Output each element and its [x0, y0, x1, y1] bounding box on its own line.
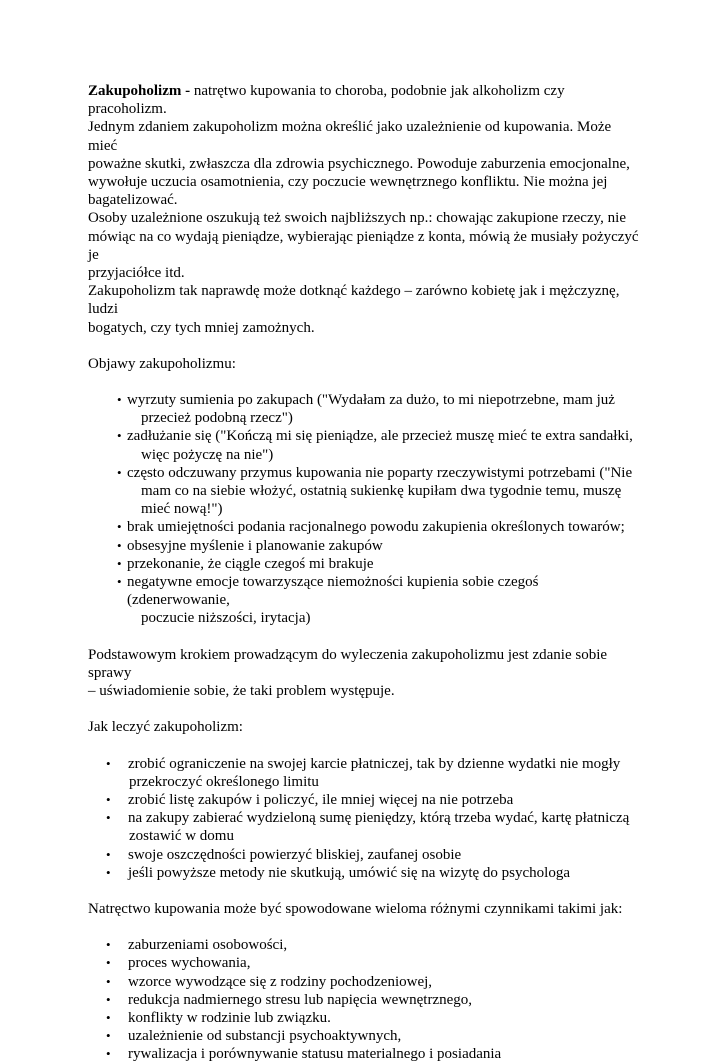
list-item: • jeśli powyższe metody nie skutkują, umówić się na wizytę do psychologa: [106, 864, 570, 881]
list-item: • wzorce wywodzące się z rodziny pochodzeniowej,: [106, 973, 433, 990]
intro-line: bagatelizować.: [88, 192, 178, 209]
bullet-icon: •: [106, 1046, 111, 1062]
list-item: • zrobić ograniczenie na swojej karcie płatniczej, tak by dzienne wydatki nie mogły przekroczyć określonego limitu: [106, 755, 621, 790]
symptoms-list: [88, 391, 644, 628]
first-step-line: Podstawowym krokiem prowadzącym do wyleczenia zakupoholizmu jest zdanie sobie sprawy: [88, 646, 608, 681]
bullet-icon: •: [106, 846, 111, 862]
intro-line: wywołuje uczucia osamotnienia, czy poczucie wewnętrznego konfliktu. Nie można jej: [88, 174, 608, 191]
list-item: • rywalizacja i porównywanie statusu materialnego i posiadania: [106, 1046, 502, 1063]
intro-text: natrętwo kupowania to choroba, podobnie jak alkoholizm czy pracoholizm.: [88, 83, 565, 118]
list-item: • uzależnienie od substancji psychoaktywnych,: [106, 1028, 402, 1045]
term-heading: Zakupoholizm -: [88, 83, 191, 99]
list-item: • konflikty w rodzinie lub związku.: [106, 1009, 331, 1026]
intro-line: bogatych, czy tych mniej zamożnych.: [88, 319, 315, 336]
bullet-icon: •: [106, 937, 111, 953]
intro-line: Osoby uzależnione oszukują też swoich najbliższych np.: chowając zakupione rzeczy, nie: [88, 210, 626, 227]
list-item: • zaburzeniami osobowości,: [106, 937, 288, 954]
list-item: • redukcja nadmiernego stresu lub napięcia wewnętrznego,: [106, 991, 473, 1008]
bullet-icon: •: [117, 519, 122, 535]
list-item: • obsesyjne myślenie i planowanie zakupów: [117, 537, 383, 554]
bullet-icon: •: [106, 955, 111, 971]
bullet-icon: •: [106, 1009, 111, 1025]
bullet-icon: •: [117, 555, 122, 571]
bullet-icon: •: [106, 791, 111, 807]
intro-line: Jednym zdaniem zakupoholizm można określić jako uzależnienie od kupowania. Może mieć: [88, 119, 612, 154]
list-item: • na zakupy zabierać wydzieloną sumę pieniędzy, którą trzeba wydać, kartę płatniczą zostawić w domu: [106, 810, 630, 845]
intro-paragraph: [88, 82, 644, 337]
bullet-icon: •: [117, 392, 122, 408]
treatment-list: [88, 755, 644, 882]
first-step-line: – uświadomienie sobie, że taki problem występuje.: [88, 683, 395, 700]
list-item: • proces wychowania,: [106, 955, 251, 972]
bullet-icon: •: [106, 755, 111, 771]
intro-line: Zakupoholizm tak naprawdę może dotknąć każdego – zarówno kobietę jak i mężczyznę, ludzi: [88, 283, 620, 318]
bullet-icon: •: [117, 537, 122, 553]
bullet-icon: •: [117, 464, 122, 480]
document-body: [88, 82, 644, 1064]
bullet-icon: •: [117, 428, 122, 444]
bullet-icon: •: [106, 991, 111, 1007]
intro-line: mówiąc na co wydają pieniądze, wybierając pieniądze z konta, mówią że musiały pożyczyć je: [88, 228, 639, 263]
list-item: • swoje oszczędności powierzyć bliskiej, zaufanej osobie: [106, 846, 462, 863]
list-item: • brak umiejętności podania racjonalnego powodu zakupienia określonych towarów;: [117, 519, 625, 536]
bullet-icon: •: [106, 973, 111, 989]
intro-line: poważne skutki, zwłaszcza dla zdrowia psychicznego. Powoduje zaburzenia emocjonalne,: [88, 155, 630, 172]
list-item: • zadłużanie się ("Kończą mi się pieniądze, ale przecież muszę mieć te extra sandałki, więc pożyczę na nie"): [117, 428, 633, 463]
bullet-icon: •: [106, 1028, 111, 1044]
treatment-heading: Jak leczyć zakupoholizm:: [88, 719, 243, 736]
intro-line: [88, 82, 644, 118]
bullet-icon: •: [106, 810, 111, 826]
list-item: • przekonanie, że ciągle czegoś mi brakuje: [117, 555, 374, 572]
list-item: • zrobić listę zakupów i policzyć, ile mniej więcej na nie potrzeba: [106, 791, 514, 808]
list-item: • wyrzuty sumienia po zakupach ("Wydałam za dużo, to mi niepotrzebne, mam już przecież podobną rzecz"): [117, 392, 615, 427]
causes-list: [88, 936, 644, 1063]
intro-line: przyjaciółce itd.: [88, 265, 185, 282]
symptoms-heading: Objawy zakupoholizmu:: [88, 355, 236, 372]
causes-heading: Natręctwo kupowania może być spowodowane wieloma różnymi czynnikami takimi jak:: [88, 900, 623, 917]
bullet-icon: •: [106, 864, 111, 880]
list-item: • często odczuwany przymus kupowania nie poparty rzeczywistymi potrzebami ("Nie mam co na siebie włożyć, ostatnią sukienkę kupiłam dwa tygodnie temu, muszę mieć nową!"): [117, 464, 633, 518]
list-item: • negatywne emocje towarzyszące niemożności kupienia sobie czegoś (zdenerwowanie, poczucie niższości, irytacja): [117, 574, 539, 627]
bullet-icon: •: [117, 574, 122, 590]
